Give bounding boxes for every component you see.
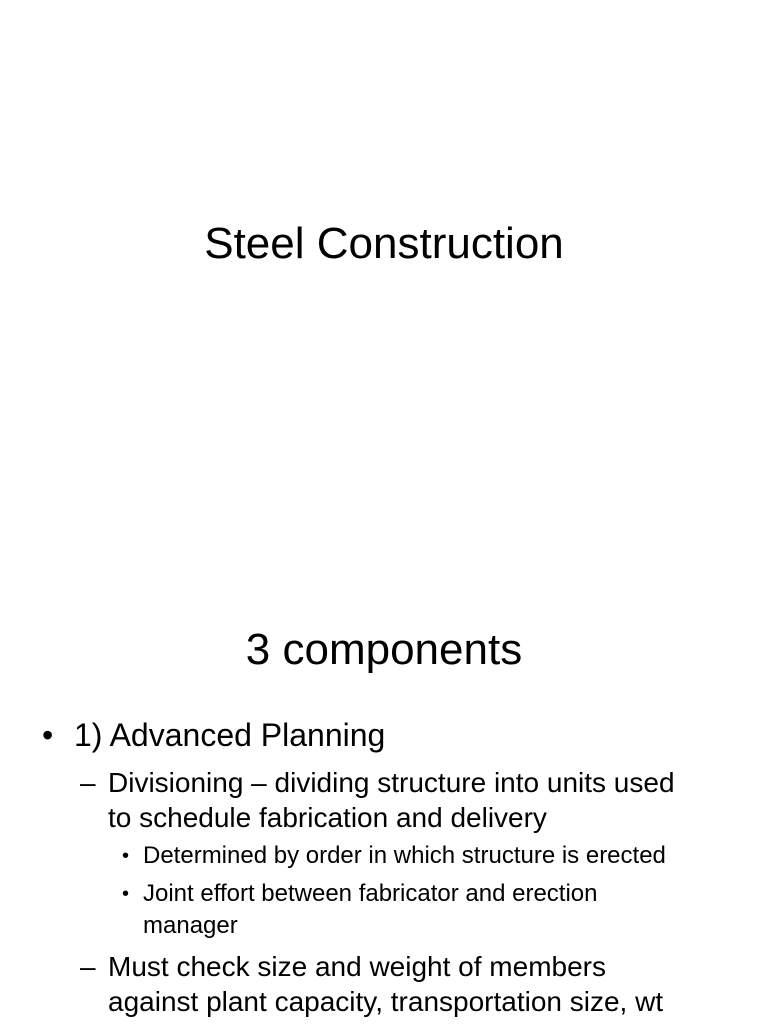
- sub-sub-bullet-text: Determined by order in which structure is erected: [143, 842, 666, 869]
- sub-sub-bullet-line-2: manager: [143, 912, 238, 939]
- bullet-marker: •: [122, 845, 130, 867]
- slide-title-heading: Steel Construction: [204, 219, 564, 268]
- slide-heading: 3 components: [245, 625, 523, 674]
- bullet-marker: •: [42, 717, 54, 753]
- sub-bullet-line-2: against plant capacity, transportation size, wt: [108, 986, 664, 1017]
- slide-components: [0, 576, 768, 1024]
- sub-bullet-line-1: Divisioning – dividing structure into units used: [108, 767, 675, 798]
- dash-marker: –: [80, 951, 96, 982]
- dash-marker: –: [80, 767, 96, 798]
- bullet-text: 1) Advanced Planning: [74, 717, 386, 753]
- sub-bullet-line-2: to schedule fabrication and delivery: [108, 802, 547, 833]
- sub-sub-bullet-line-1: Joint effort between fabricator and erection: [143, 880, 598, 907]
- bullet-marker: •: [122, 883, 130, 905]
- sub-bullet-line-1: Must check size and weight of members: [108, 951, 606, 982]
